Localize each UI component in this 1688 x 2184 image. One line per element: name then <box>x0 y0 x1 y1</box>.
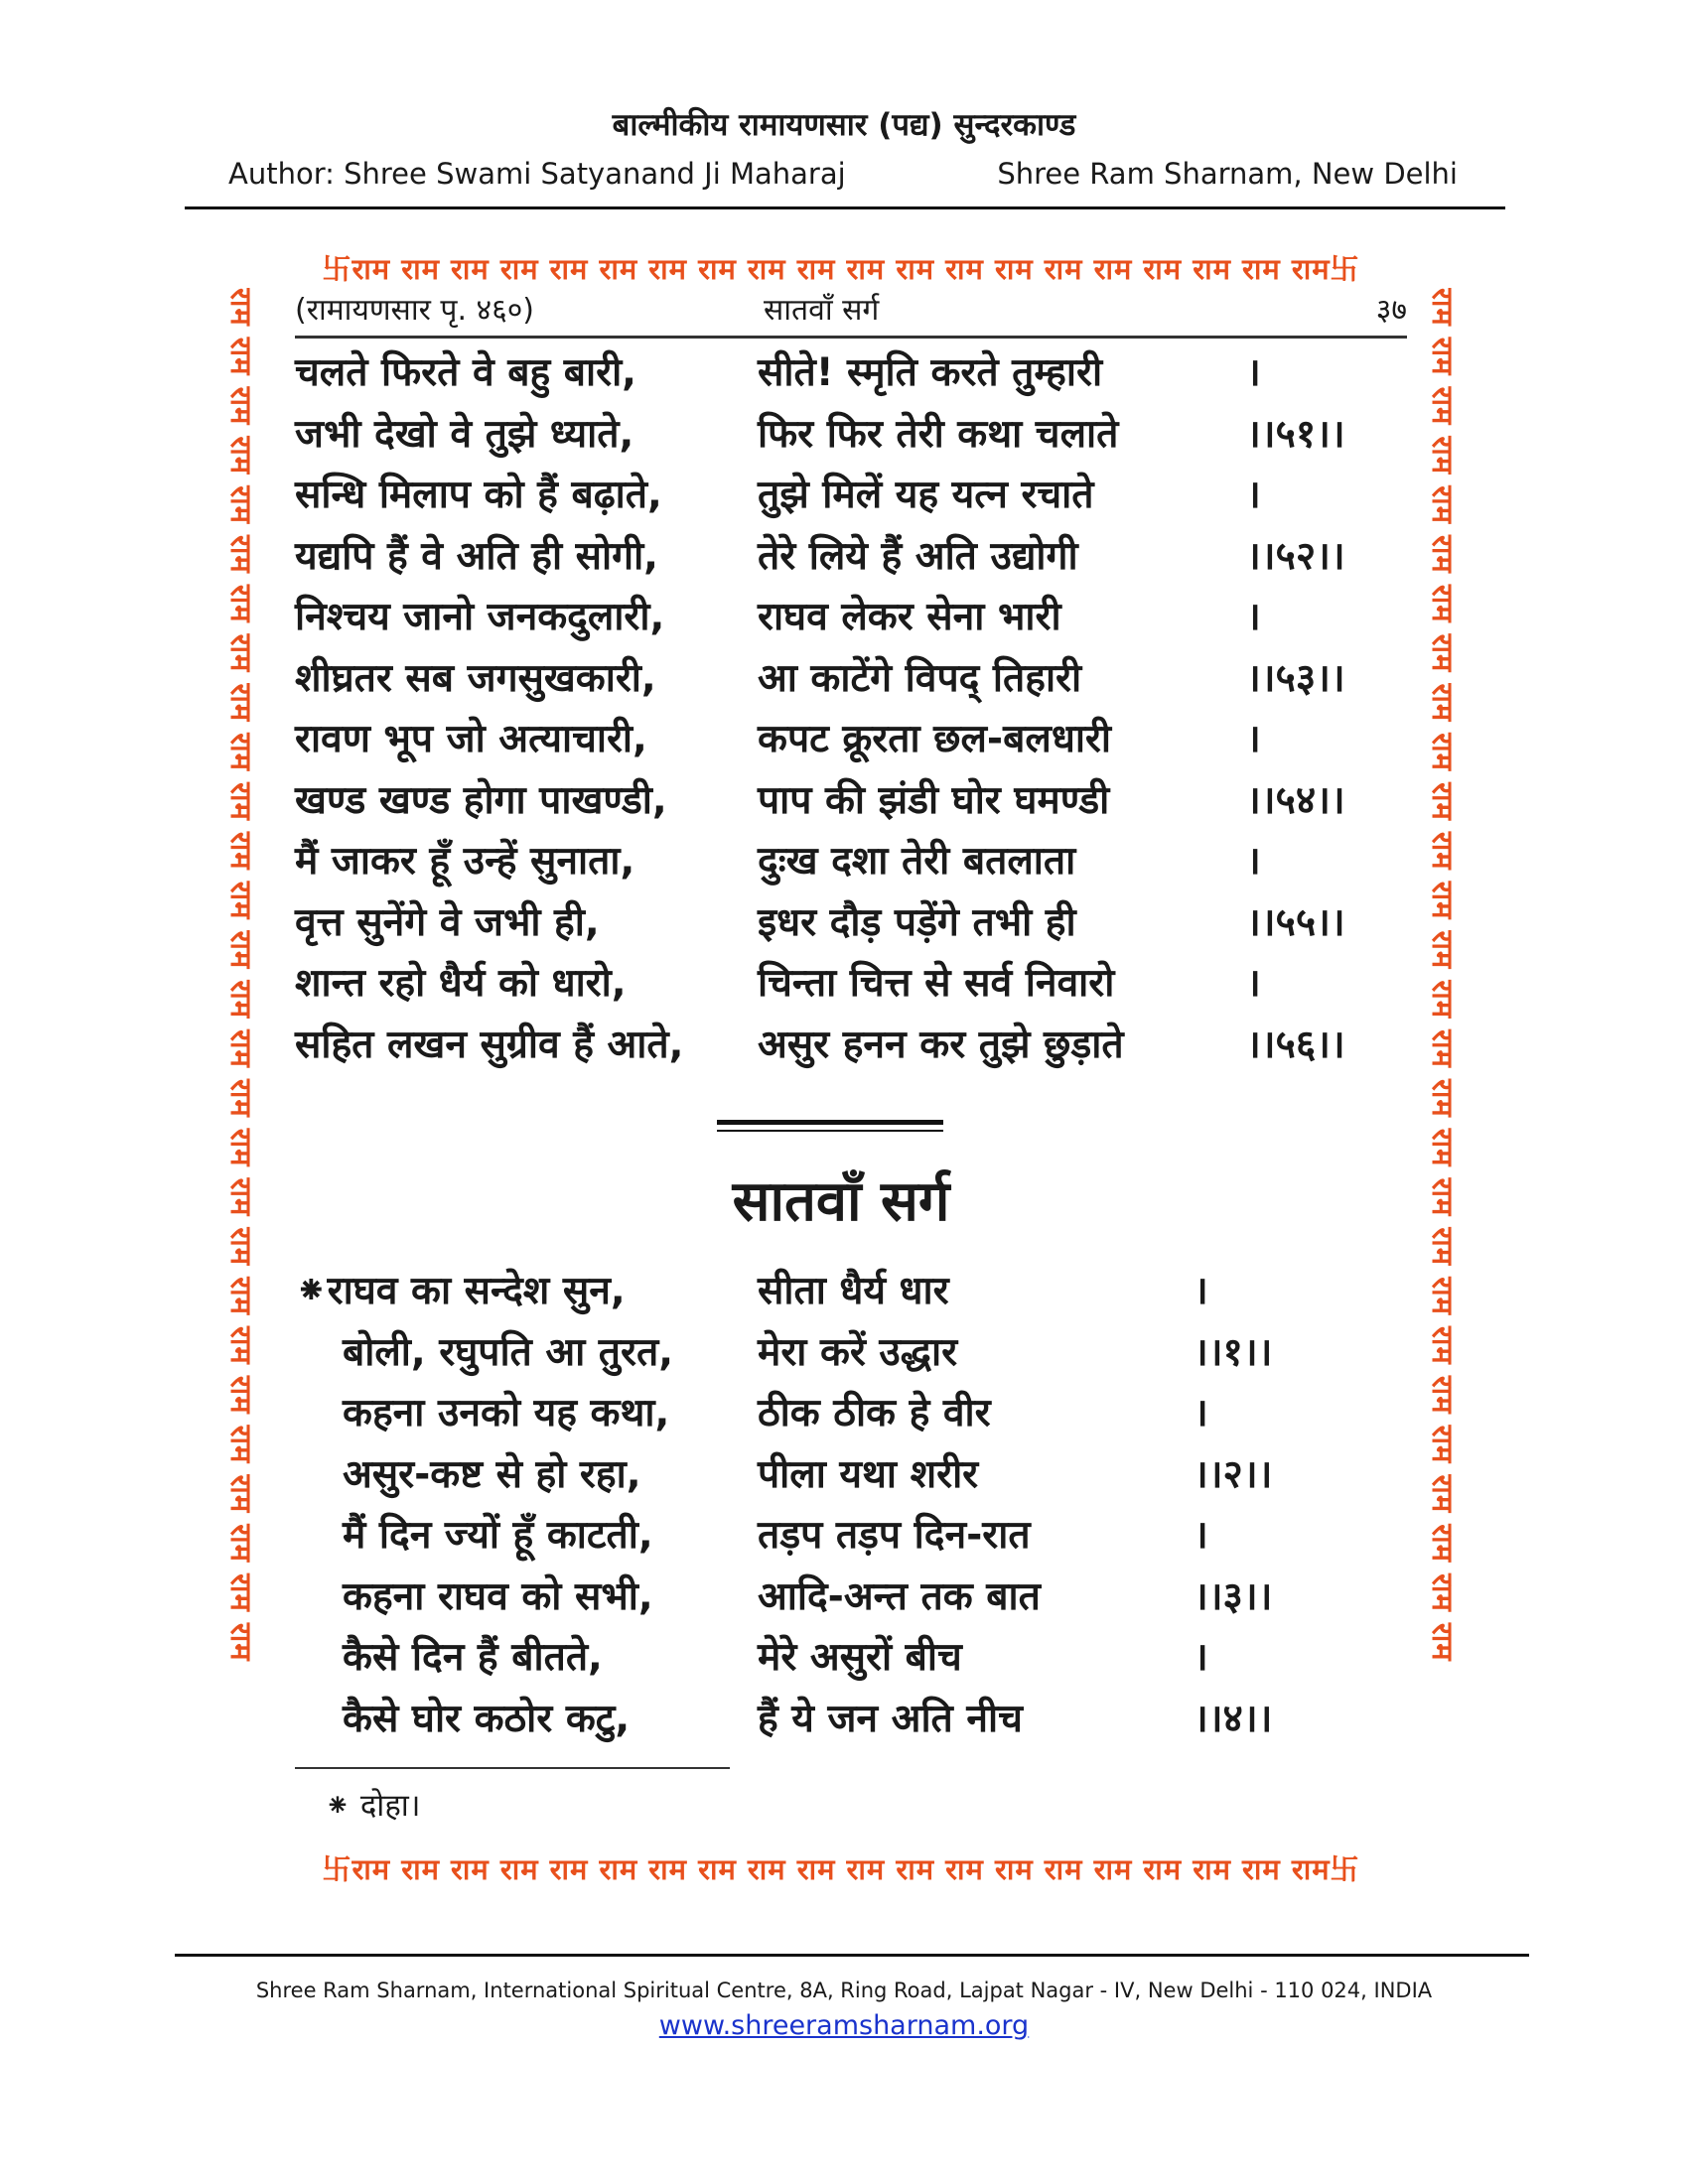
verse-line <box>295 587 1417 648</box>
running-head-rule <box>295 336 1407 339</box>
verse-number: । <box>1194 1635 1208 1680</box>
verse-number: ।।५१।। <box>1246 411 1345 457</box>
verse-line <box>295 770 1417 832</box>
first-half: मैं जाकर हूँ उन्हें सुनाता, <box>295 839 635 884</box>
second-half: आदि-अन्त तक बात <box>758 1573 1041 1619</box>
second-half: तड़प तड़प दिन-रात <box>758 1513 1031 1558</box>
second-half: हैं ये जन अति नीच <box>758 1696 1023 1741</box>
second-half: मेरे असुरों बीच <box>758 1635 962 1680</box>
verse-number: ।।४।। <box>1194 1696 1273 1741</box>
page-reference: (रामायणसार पृ. ४६०) <box>295 293 535 328</box>
first-half: मैं दिन ज्यों हूँ काटती, <box>343 1513 653 1558</box>
scanned-page <box>220 248 1462 1896</box>
section-separator <box>717 1120 943 1125</box>
doha-line <box>295 1505 1417 1567</box>
verse-number: ।।२।। <box>1194 1451 1273 1497</box>
first-half: चलते फिरते वे बहु बारी, <box>295 350 636 395</box>
footer-rule <box>175 1954 1529 1957</box>
verse-line <box>295 526 1417 588</box>
first-half: रावण भूप जो अत्याचारी, <box>295 717 647 761</box>
first-half: कहना राघव को सभी, <box>343 1573 653 1619</box>
doha-line <box>295 1261 1417 1322</box>
ram-border-top: 卐राम राम राम राम राम राम राम राम राम राम राम राम राम राम राम राम राम राम राम राम卐 <box>322 252 1360 286</box>
first-half: निश्चय जानो जनकदुलारी, <box>295 595 665 639</box>
first-half: कैसे घोर कठोर कटु, <box>343 1696 631 1741</box>
second-half: चिन्ता चित्त से सर्व निवारो <box>758 961 1115 1006</box>
ram-border-left <box>220 288 262 1851</box>
header-rule <box>185 206 1505 209</box>
verse-number: । <box>1246 473 1261 517</box>
second-half: पीला यथा शरीर <box>758 1451 979 1497</box>
first-half: कैसे दिन हैं बीतते, <box>343 1635 603 1680</box>
verse-number: । <box>1246 839 1261 884</box>
verse-line <box>295 709 1417 770</box>
verse-number: । <box>1246 595 1261 639</box>
second-half: राघव लेकर सेना भारी <box>758 595 1061 639</box>
first-half: जभी देखो वे तुझे ध्याते, <box>295 411 634 457</box>
second-half: ठीक ठीक हे वीर <box>758 1391 991 1435</box>
first-half: खण्ड खण्ड होगा पाखण्डी, <box>295 777 667 823</box>
verse-line <box>295 404 1417 466</box>
verse-line <box>295 1015 1417 1076</box>
second-half: सीता धैर्य धार <box>758 1269 949 1313</box>
second-half: मेरा करें उद्धार <box>758 1329 958 1375</box>
first-half: वृत्त सुनेंगे वे जभी ही, <box>295 899 600 945</box>
author-line: Author: Shree Swami Satyanand Ji Maharaj <box>228 157 846 191</box>
footer-address: Shree Ram Sharnam, International Spiritual Centre, 8A, Ring Road, Lajpat Nagar - IV, New Delhi - 110 024, INDIA <box>255 1979 1433 2002</box>
verse-line <box>295 892 1417 954</box>
footnote: ⁕ दोहा। <box>325 1788 421 1824</box>
verse-number: ।।५५।। <box>1246 899 1345 945</box>
first-half: असुर-कष्ट से हो रहा, <box>343 1451 641 1497</box>
verse-number: ।।३।। <box>1194 1573 1273 1619</box>
first-half: शान्त रहो धैर्य को धारो, <box>295 961 627 1006</box>
first-half: कहना उनको यह कथा, <box>343 1391 670 1435</box>
verse-number: ।।५३।। <box>1246 655 1345 701</box>
second-half: तेरे लिये हैं अति उद्योगी <box>758 533 1078 579</box>
footnote-rule <box>295 1767 730 1769</box>
verse-line <box>295 465 1417 526</box>
ram-border-left-text: राम राम राम राम राम राम राम राम राम राम राम राम राम राम राम राम राम राम राम राम राम राम राम राम राम राम राम राम <box>224 288 258 1662</box>
first-half: शीघ्रतर सब जगसुखकारी, <box>295 655 656 701</box>
verse-list <box>295 342 1417 1075</box>
second-half: कपट क्रूरता छल-बलधारी <box>758 717 1111 761</box>
verse-number: । <box>1194 1391 1208 1435</box>
doha-line <box>295 1627 1417 1689</box>
verse-line <box>295 342 1417 404</box>
verse-number: । <box>1194 1513 1208 1558</box>
second-half: इधर दौड़ पड़ेंगे तभी ही <box>758 899 1076 945</box>
first-half: सन्धि मिलाप को हैं बढ़ाते, <box>295 473 662 517</box>
running-head <box>295 288 1407 330</box>
verse-line <box>295 648 1417 710</box>
verse-number: ।।१।। <box>1194 1329 1273 1375</box>
doha-line <box>295 1567 1417 1628</box>
publisher-line: Shree Ram Sharnam, New Delhi <box>997 157 1458 191</box>
doha-line <box>295 1444 1417 1506</box>
second-half: दुःख दशा तेरी बतलाता <box>758 839 1076 884</box>
ram-border-bottom: 卐राम राम राम राम राम राम राम राम राम राम राम राम राम राम राम राम राम राम राम राम卐 <box>322 1852 1360 1886</box>
first-half: बोली, रघुपति आ तुरत, <box>343 1329 674 1375</box>
doha-line <box>295 1383 1417 1444</box>
first-half: यद्यपि हैं वे अति ही सोगी, <box>295 533 658 579</box>
second-half: सीते! स्मृति करते तुम्हारी <box>758 350 1103 395</box>
second-half: असुर हनन कर तुझे छुड़ाते <box>758 1022 1124 1067</box>
first-half: सहित लखन सुग्रीव हैं आते, <box>295 1022 684 1067</box>
verse-number: । <box>1194 1269 1208 1313</box>
first-half: ⁕राघव का सन्देश सुन, <box>295 1269 626 1313</box>
verse-line <box>295 953 1417 1015</box>
verse-number: ।।५४।। <box>1246 777 1345 823</box>
verse-line <box>295 831 1417 892</box>
verse-number: । <box>1246 717 1261 761</box>
second-half: तुझे मिलें यह यत्न रचाते <box>758 473 1094 517</box>
ram-border-right-text: राम राम राम राम राम राम राम राम राम राम राम राम राम राम राम राम राम राम राम राम राम राम राम राम राम राम राम राम <box>1426 288 1460 1662</box>
page-number: ३७ <box>1375 293 1407 328</box>
verse-number: ।।५६।। <box>1246 1022 1345 1067</box>
chapter-heading: सातवाँ सर्ग <box>764 293 880 328</box>
website-link[interactable]: www.shreeramsharnam.org <box>658 2010 1030 2041</box>
doha-line <box>295 1689 1417 1750</box>
document-title: बाल्मीकीय रामायणसार (पद्य) सुन्दरकाण्ड <box>612 107 1076 143</box>
section-title: सातवाँ सर्ग <box>732 1169 950 1234</box>
verse-number: । <box>1246 350 1261 395</box>
verse-number: ।।५२।। <box>1246 533 1345 579</box>
verse-number: । <box>1246 961 1261 1006</box>
second-half: फिर फिर तेरी कथा चलाते <box>758 411 1119 457</box>
ram-border-right <box>1422 288 1464 1851</box>
second-half: आ काटेंगे विपद् तिहारी <box>758 655 1082 701</box>
doha-list <box>295 1261 1417 1749</box>
doha-line <box>295 1322 1417 1384</box>
section-separator-thin <box>717 1130 943 1132</box>
second-half: पाप की झंडी घोर घमण्डी <box>758 777 1110 823</box>
